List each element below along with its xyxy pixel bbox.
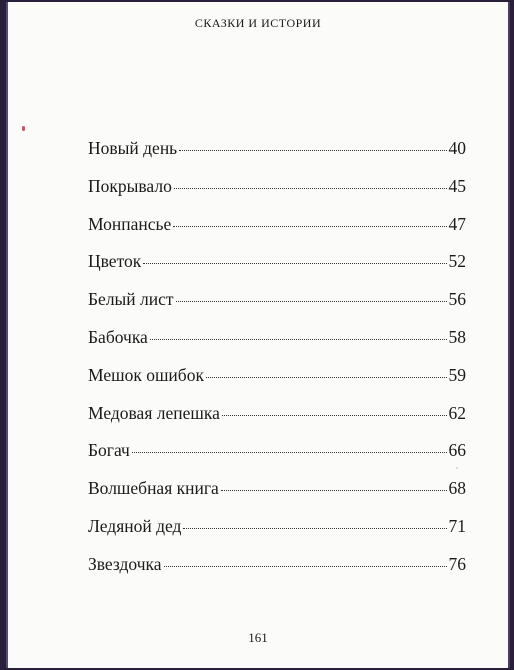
toc-entry <box>88 440 466 478</box>
toc-entry <box>88 365 466 403</box>
toc-entry <box>88 289 466 327</box>
toc-entry-page: 47 <box>448 213 466 234</box>
toc-entry-page: 68 <box>448 478 466 499</box>
toc-entry <box>88 176 466 214</box>
dot-leader <box>164 566 447 567</box>
dot-leader <box>206 377 447 378</box>
dot-leader <box>132 452 447 453</box>
dot-leader <box>222 415 447 416</box>
dot-leader <box>143 263 446 264</box>
toc-entry-page: 58 <box>448 326 466 347</box>
toc-entry-title: Медовая лепешка <box>88 402 220 423</box>
toc-entry-title: Бабочка <box>88 326 148 347</box>
toc-entry-page: 40 <box>448 138 466 158</box>
toc-entry-page: 66 <box>448 440 466 461</box>
toc-entry <box>88 403 466 441</box>
book-page <box>6 2 510 668</box>
dot-leader <box>221 490 447 491</box>
toc-entry-page: 71 <box>448 515 466 536</box>
toc-entry <box>88 478 466 516</box>
running-header: СКАЗКИ И ИСТОРИИ <box>194 16 322 30</box>
dot-leader <box>179 150 446 151</box>
dot-leader <box>150 339 447 340</box>
toc-entry-page: 59 <box>448 364 466 385</box>
toc-entry-title: Ледяной дед <box>88 515 182 536</box>
toc-entry-page: 62 <box>448 402 466 423</box>
toc-entry-title: Покрывало <box>88 175 172 196</box>
toc-entry-title: Звездочка <box>88 553 162 574</box>
toc-entry-title: Монпансье <box>88 213 172 234</box>
toc-entry <box>88 251 466 289</box>
toc-entry-page: 56 <box>448 289 466 310</box>
toc-entry-page: 52 <box>448 251 466 272</box>
table-of-contents <box>88 138 466 592</box>
toc-entry <box>88 554 466 592</box>
toc-entry <box>88 138 466 176</box>
page-number: 161 <box>248 630 268 645</box>
toc-entry <box>88 214 466 252</box>
toc-entry-title: Мешок ошибок <box>88 364 204 385</box>
dot-leader <box>183 528 446 529</box>
toc-entry-page: 45 <box>448 175 466 196</box>
toc-entry <box>88 516 466 554</box>
toc-entry-title: Новый день <box>88 138 178 158</box>
dot-leader <box>173 226 446 227</box>
toc-entry-title: Волшебная книга <box>88 478 219 499</box>
toc-entry <box>88 327 466 365</box>
dot-leader <box>174 188 447 189</box>
toc-entry-title: Белый лист <box>88 289 174 310</box>
toc-entry-page: 76 <box>448 553 466 574</box>
dot-leader <box>176 301 447 302</box>
ink-speck <box>22 126 25 131</box>
toc-entry-title: Цветок <box>88 251 142 272</box>
toc-entry-title: Богач <box>88 440 130 461</box>
